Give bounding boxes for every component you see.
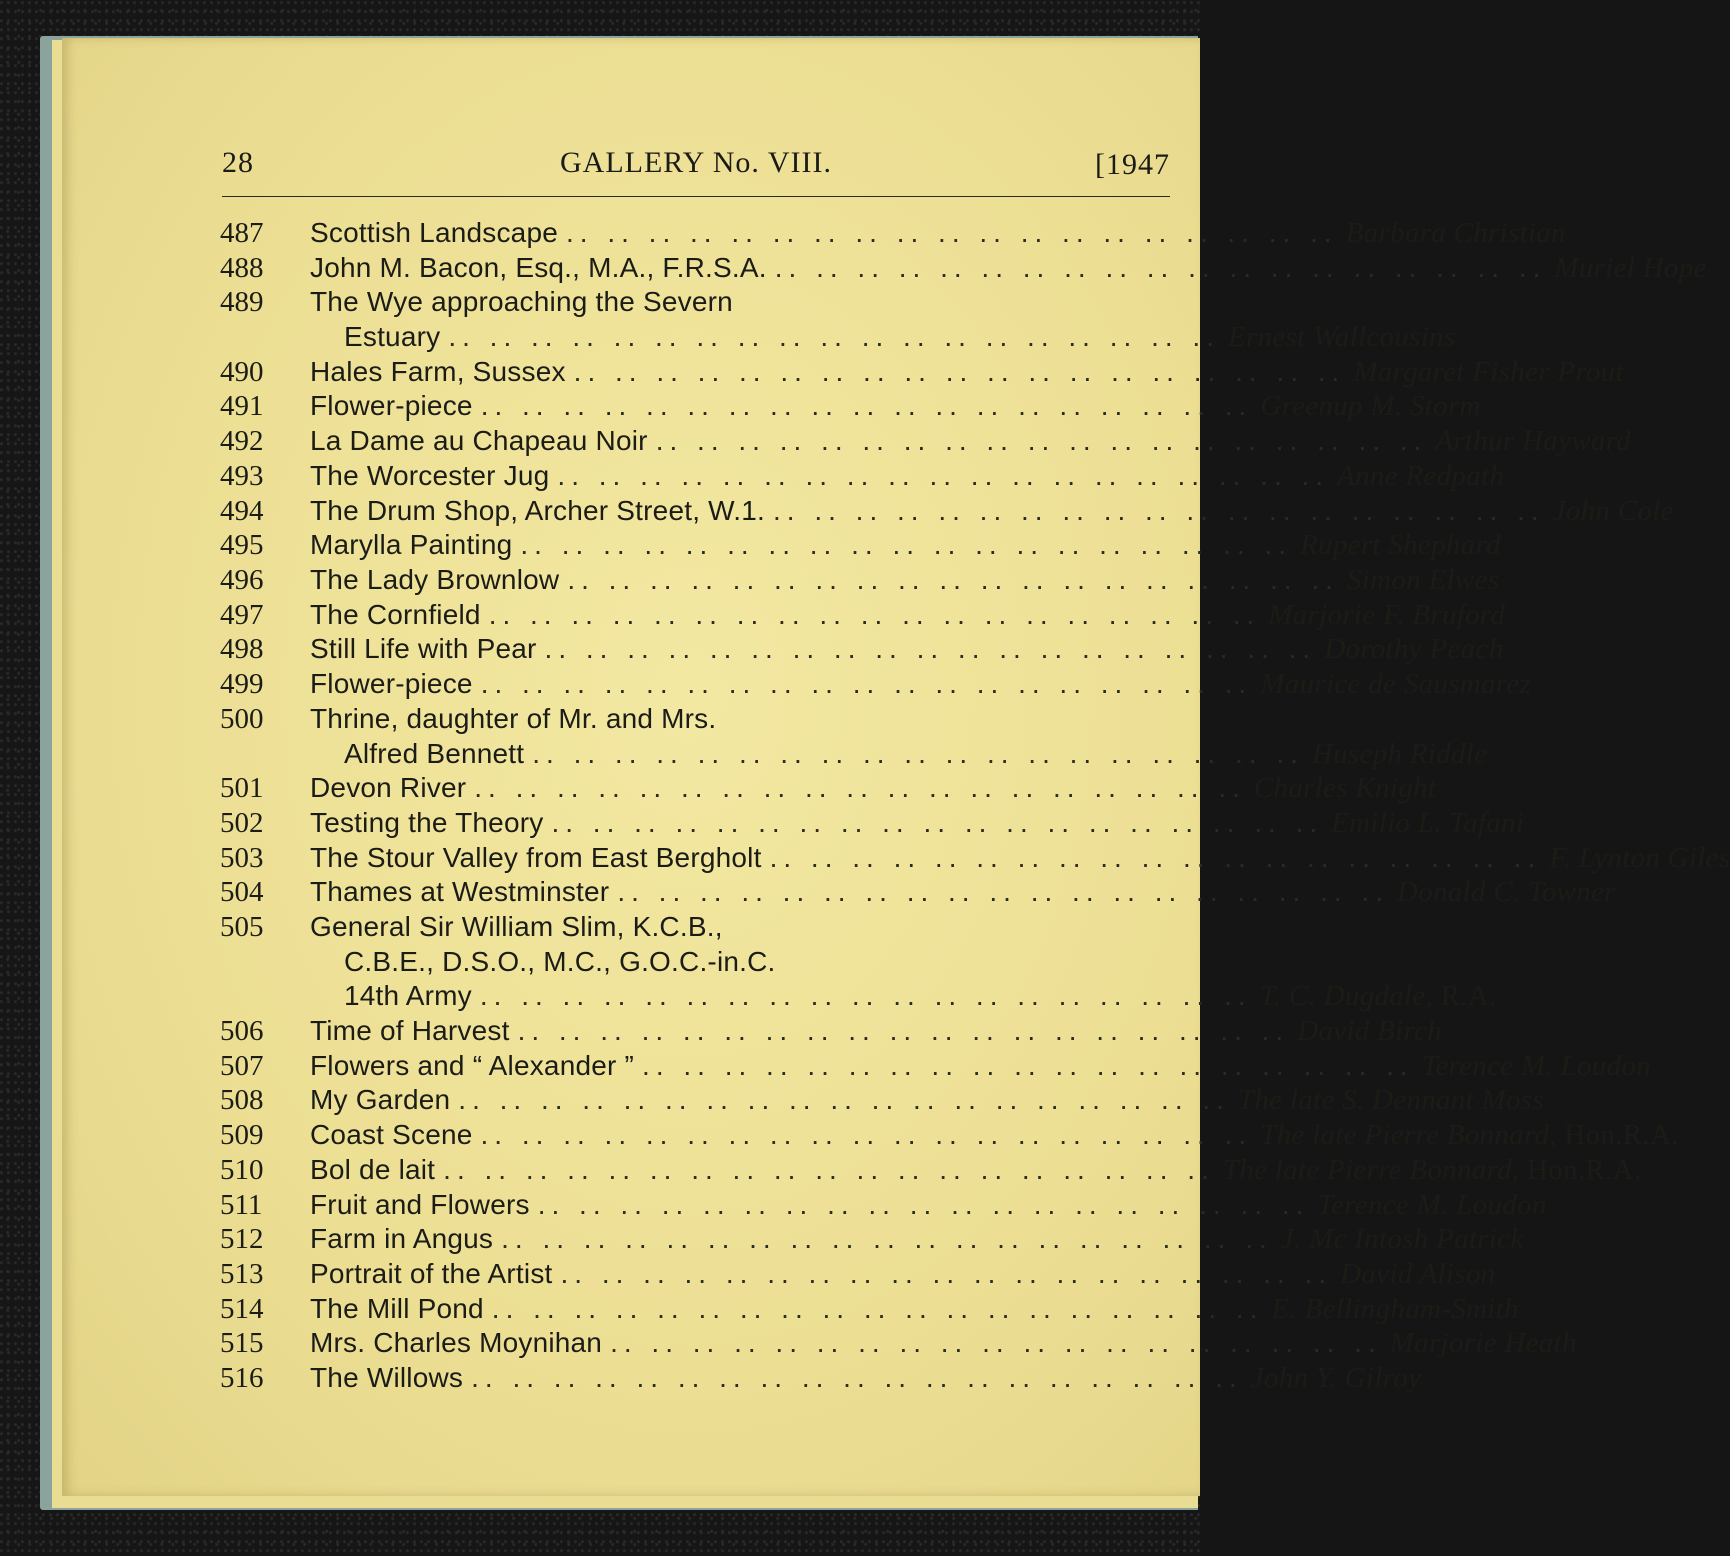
entry-number: 505 xyxy=(220,911,264,943)
catalogue-entry xyxy=(218,667,1532,702)
entry-title: Time of Harvest xyxy=(310,1015,510,1047)
entry-line xyxy=(310,1326,1577,1361)
entry-body xyxy=(310,216,1566,251)
entry-line xyxy=(310,1153,1641,1188)
entry-number: 492 xyxy=(220,425,264,458)
artist-name: The late Pierre Bonnard, xyxy=(1222,1153,1520,1186)
entry-line xyxy=(310,945,1497,980)
entry-title: The Cornfield xyxy=(310,598,481,630)
entry-artist xyxy=(1422,1049,1651,1084)
catalogue-entry xyxy=(218,1049,1651,1084)
artist-name: David Alison xyxy=(1340,1257,1496,1290)
leader-dots: .. .. .. .. .. .. .. .. .. .. .. .. .. .. .. .. .. .. .. xyxy=(774,251,1547,283)
leader-dots: .. .. .. .. .. .. .. .. .. .. .. .. .. .. .. .. .. .. .. xyxy=(480,668,1253,700)
entry-number: 508 xyxy=(220,1084,264,1117)
catalogue-entry xyxy=(218,1118,1679,1153)
entry-body xyxy=(310,841,1730,876)
entry-number: 511 xyxy=(220,1188,263,1221)
leader-dots: .. .. .. .. .. .. .. .. .. .. .. .. .. .. .. .. .. .. .. xyxy=(474,772,1246,804)
entry-body xyxy=(310,1118,1679,1153)
artist-name: Muriel Hope xyxy=(1554,251,1707,284)
catalogue-entry xyxy=(218,285,1456,354)
artist-honours: R.A. xyxy=(1440,980,1497,1013)
artist-name: John Cole xyxy=(1552,494,1674,527)
entry-artist xyxy=(1300,528,1501,563)
catalogue-entry xyxy=(218,251,1707,286)
entry-artist xyxy=(1390,1326,1577,1361)
leader-dots: .. .. .. .. .. .. .. .. .. .. .. .. .. .. .. .. .. .. .. xyxy=(488,598,1261,630)
artist-name: J. Mc Intosh Patrick xyxy=(1280,1223,1524,1256)
catalogue-entry xyxy=(218,424,1632,459)
entry-title: Thrine, daughter of Mr. and Mrs. xyxy=(310,702,717,734)
entry-number: 493 xyxy=(220,459,264,492)
leader-dots: .. .. .. .. .. .. .. .. .. .. .. .. .. .. .. .. .. .. .. xyxy=(566,217,1338,248)
entry-number: 497 xyxy=(220,598,264,631)
entry-artist xyxy=(1260,389,1480,424)
leader-dots: .. .. .. .. .. .. .. .. .. .. .. .. .. .. .. .. .. .. .. xyxy=(480,1119,1253,1151)
page-number: 28 xyxy=(222,146,254,179)
leader-dots: .. .. .. .. .. .. .. .. .. .. .. .. .. .. .. .. .. .. .. xyxy=(537,1188,1310,1220)
entry-line xyxy=(310,771,1436,806)
artist-name: F. Lynton Giles xyxy=(1549,841,1730,874)
artist-name: Barbara Christian xyxy=(1345,217,1566,249)
entry-body xyxy=(310,702,1487,771)
entry-line xyxy=(310,1014,1442,1049)
entry-number: 487 xyxy=(220,217,264,249)
leader-dots: .. .. .. .. .. .. .. .. .. .. .. .. .. .. .. .. .. .. .. xyxy=(480,390,1253,422)
leader-dots: .. .. .. .. .. .. .. .. .. .. .. .. .. .. .. .. .. .. .. xyxy=(560,1257,1333,1289)
entry-artist xyxy=(1254,771,1436,806)
entry-line xyxy=(310,667,1531,702)
entry-body xyxy=(310,1188,1547,1223)
entry-title: The Worcester Jug xyxy=(310,459,550,491)
entry-line xyxy=(310,1083,1544,1118)
entry-line xyxy=(310,598,1505,633)
entry-line xyxy=(310,389,1481,424)
entry-artist xyxy=(1312,737,1487,772)
entry-artist xyxy=(1271,1292,1518,1327)
entry-number: 504 xyxy=(220,876,264,909)
entry-number: 501 xyxy=(220,772,264,805)
entry-artist xyxy=(1268,598,1505,633)
entry-line xyxy=(310,875,1616,910)
catalogue-list xyxy=(218,216,1730,1396)
entry-artist xyxy=(1554,251,1706,286)
entry-title: C.B.E., D.S.O., M.C., G.O.C.-in.C. xyxy=(344,945,776,977)
leader-dots: .. .. .. .. .. .. .. .. .. .. .. .. .. .. .. .. .. .. .. xyxy=(520,529,1293,561)
artist-name: Dorothy Peach xyxy=(1324,633,1504,666)
page-year: [1947 xyxy=(1095,148,1170,181)
entry-body xyxy=(310,1083,1544,1118)
entry-number: 488 xyxy=(220,251,264,284)
entry-line xyxy=(310,806,1524,841)
entry-number: 510 xyxy=(220,1153,264,1186)
leader-dots: .. .. .. .. .. .. .. .. .. .. .. .. .. .. .. .. .. .. .. xyxy=(501,1223,1273,1255)
artist-name: Charles Knight xyxy=(1253,772,1437,805)
artist-name: Terence M. Loudon xyxy=(1421,1049,1651,1082)
entry-line xyxy=(310,1222,1524,1257)
entry-number: 498 xyxy=(220,633,264,666)
entry-artist xyxy=(1260,1118,1679,1153)
entry-title: The Lady Brownlow xyxy=(310,564,560,595)
artist-name: Marjorie F. Bruford xyxy=(1268,598,1506,631)
entry-body xyxy=(310,1257,1495,1292)
catalogue-entry xyxy=(218,459,1505,494)
leader-dots: .. .. .. .. .. .. .. .. .. .. .. .. .. .. .. .. .. .. .. xyxy=(471,1362,1243,1394)
leader-dots: .. .. .. .. .. .. .. .. .. .. .. .. .. .. .. .. .. .. .. xyxy=(642,1049,1414,1081)
catalogue-entry xyxy=(218,1153,1642,1188)
entry-line xyxy=(310,737,1487,772)
entry-body xyxy=(310,771,1436,806)
entry-artist xyxy=(1238,1083,1544,1118)
leader-dots: .. .. .. .. .. .. .. .. .. .. .. .. .. .. .. .. .. .. .. xyxy=(551,806,1324,838)
entry-artist xyxy=(1260,667,1531,702)
entry-body xyxy=(310,528,1501,563)
entry-artist xyxy=(1260,979,1497,1014)
entry-body xyxy=(310,1326,1577,1361)
entry-number: 512 xyxy=(220,1223,264,1256)
leader-dots: .. .. .. .. .. .. .. .. .. .. .. .. .. .. .. .. .. .. .. xyxy=(532,737,1304,769)
entry-number: 490 xyxy=(220,355,264,388)
entry-body xyxy=(310,251,1707,286)
catalogue-entry xyxy=(218,1222,1524,1257)
artist-honours: Hon.R.A. xyxy=(1564,1119,1679,1152)
entry-title: The Drum Shop, Archer Street, W.1. xyxy=(310,494,765,526)
entry-line xyxy=(310,910,1497,945)
entry-title: Still Life with Pear xyxy=(310,633,537,665)
entry-body xyxy=(310,632,1503,667)
entry-body xyxy=(310,1292,1519,1327)
leader-dots: .. .. .. .. .. .. .. .. .. .. .. .. .. .. .. .. .. .. .. xyxy=(769,841,1542,873)
entry-line xyxy=(310,216,1566,251)
leader-dots: .. .. .. .. .. .. .. .. .. .. .. .. .. .. .. .. .. .. .. xyxy=(573,355,1346,387)
entry-line xyxy=(310,459,1504,494)
entry-artist xyxy=(1331,806,1524,841)
entry-number: 503 xyxy=(220,841,264,874)
entry-artist xyxy=(1435,424,1631,459)
entry-title: 14th Army xyxy=(344,980,472,1012)
catalogue-entry xyxy=(218,563,1500,598)
artist-name: John Y. Gilroy xyxy=(1250,1362,1422,1395)
catalogue-entry xyxy=(218,771,1437,806)
entry-line xyxy=(310,632,1503,667)
entry-body xyxy=(310,355,1624,390)
catalogue-entry xyxy=(218,1014,1442,1049)
entry-line xyxy=(310,251,1707,286)
entry-line xyxy=(310,1049,1651,1084)
entry-line xyxy=(310,563,1499,598)
entry-title: Portrait of the Artist xyxy=(310,1257,553,1289)
entry-number: 515 xyxy=(220,1327,264,1360)
entry-title: Scottish Landscape xyxy=(310,217,558,248)
entry-line xyxy=(310,702,1487,737)
entry-body xyxy=(310,598,1505,633)
entry-title: Testing the Theory xyxy=(310,806,544,838)
entry-artist xyxy=(1353,355,1624,390)
artist-name: The late S. Dennant Moss xyxy=(1237,1084,1544,1117)
entry-number: 499 xyxy=(220,668,264,701)
artist-name: Huseph Riddle xyxy=(1311,737,1488,770)
catalogue-entry xyxy=(218,1326,1577,1361)
entry-line xyxy=(310,1292,1519,1327)
artist-name: Arthur Hayward xyxy=(1435,425,1632,458)
entry-number: 506 xyxy=(220,1015,264,1048)
entry-artist xyxy=(1317,1188,1546,1223)
entry-title: General Sir William Slim, K.C.B., xyxy=(310,911,723,942)
artist-name: Simon Elwes xyxy=(1346,564,1500,596)
artist-name: Greenup M. Storm xyxy=(1260,390,1481,423)
leader-dots: .. .. .. .. .. .. .. .. .. .. .. .. .. .. .. .. .. .. .. xyxy=(567,564,1339,595)
entry-number: 507 xyxy=(220,1049,264,1082)
entry-number: 502 xyxy=(220,806,264,839)
entry-title: Flowers and “ Alexander ” xyxy=(310,1049,635,1081)
catalogue-entry xyxy=(218,598,1506,633)
entry-number: 513 xyxy=(220,1257,264,1290)
artist-name: T. C. Dugdale, xyxy=(1259,980,1434,1013)
entry-body xyxy=(310,494,1674,529)
catalogue-entry xyxy=(218,702,1488,771)
entry-body xyxy=(310,910,1497,1014)
entry-title: Coast Scene xyxy=(310,1119,473,1151)
catalogue-entry xyxy=(218,1083,1544,1118)
entry-title: Mrs. Charles Moynihan xyxy=(310,1327,603,1359)
leader-dots: .. .. .. .. .. .. .. .. .. .. .. .. .. .. .. .. .. .. .. xyxy=(772,494,1545,526)
entry-body xyxy=(310,1049,1651,1084)
catalogue-entry xyxy=(218,910,1497,1014)
entry-artist xyxy=(1549,841,1730,876)
leader-dots: .. .. .. .. .. .. .. .. .. .. .. .. .. .. .. .. .. .. .. xyxy=(491,1292,1264,1324)
page-title: GALLERY No. VIII. xyxy=(560,146,832,179)
entry-number: 500 xyxy=(220,702,264,735)
artist-name: Donald C. Towner xyxy=(1396,876,1616,909)
catalogue-entry xyxy=(218,389,1481,424)
catalogue-entry xyxy=(218,216,1566,251)
catalogue-entry xyxy=(218,841,1730,876)
entry-line xyxy=(310,320,1455,355)
entry-artist xyxy=(1346,216,1566,251)
artist-honours: Hon.R.A. xyxy=(1527,1153,1642,1186)
entry-line xyxy=(310,494,1674,529)
catalogue-entry xyxy=(218,1361,1422,1396)
artist-name: The late Pierre Bonnard, xyxy=(1260,1119,1557,1152)
artist-name: Maurice de Sausmarez xyxy=(1260,668,1532,701)
entry-artist xyxy=(1297,1014,1442,1049)
artist-name: Ernest Wallcousins xyxy=(1227,321,1456,354)
entry-line xyxy=(310,424,1631,459)
entry-artist xyxy=(1223,1153,1642,1188)
artist-name: Margaret Fisher Prout xyxy=(1353,355,1624,388)
entry-title: Flower-piece xyxy=(310,390,473,422)
entry-artist xyxy=(1337,459,1504,494)
catalogue-entry xyxy=(218,1188,1547,1223)
entry-title: Farm in Angus xyxy=(310,1223,494,1255)
entry-title: The Stour Valley from East Bergholt xyxy=(310,841,762,873)
catalogue-entry xyxy=(218,806,1525,841)
leader-dots: .. .. .. .. .. .. .. .. .. .. .. .. .. .. .. .. .. .. .. xyxy=(557,459,1330,491)
entry-number: 514 xyxy=(220,1292,264,1325)
header-rule xyxy=(222,196,1170,197)
entry-artist xyxy=(1347,563,1499,598)
leader-dots: .. .. .. .. .. .. .. .. .. .. .. .. .. .. .. .. .. .. .. xyxy=(610,1327,1382,1359)
entry-number: 494 xyxy=(220,494,264,527)
entry-artist xyxy=(1397,875,1616,910)
catalogue-entry xyxy=(218,355,1624,390)
catalogue-entry xyxy=(218,494,1674,529)
entry-title: The Willows xyxy=(310,1362,464,1394)
entry-artist xyxy=(1340,1257,1495,1292)
entry-line xyxy=(310,841,1730,876)
entry-artist xyxy=(1251,1361,1421,1396)
entry-number: 516 xyxy=(220,1362,264,1395)
entry-body xyxy=(310,424,1631,459)
entry-number: 491 xyxy=(220,390,264,423)
entry-title: Estuary xyxy=(344,321,441,353)
entry-body xyxy=(310,1361,1421,1396)
catalogue-entry xyxy=(218,1292,1519,1327)
entry-line xyxy=(310,285,1455,320)
catalogue-entry xyxy=(218,528,1501,563)
leader-dots: .. .. .. .. .. .. .. .. .. .. .. .. .. .. .. .. .. .. .. xyxy=(544,633,1317,665)
entry-title: Flower-piece xyxy=(310,668,473,700)
entry-title: Fruit and Flowers xyxy=(310,1188,530,1220)
leader-dots: .. .. .. .. .. .. .. .. .. .. .. .. .. .. .. .. .. .. .. xyxy=(458,1084,1230,1116)
entry-body xyxy=(310,285,1455,354)
leader-dots: .. .. .. .. .. .. .. .. .. .. .. .. .. .. .. .. .. .. .. xyxy=(617,876,1389,908)
entry-number: 489 xyxy=(220,286,264,319)
leader-dots: .. .. .. .. .. .. .. .. .. .. .. .. .. .. .. .. .. .. .. xyxy=(479,980,1252,1012)
entry-body xyxy=(310,459,1504,494)
entry-number: 509 xyxy=(220,1119,264,1152)
artist-name: David Birch xyxy=(1297,1015,1442,1048)
entry-title: Thames at Westminster xyxy=(310,876,610,908)
artist-name: E. Bellingham-Smith xyxy=(1271,1292,1519,1325)
entry-line xyxy=(310,1118,1679,1153)
entry-line xyxy=(310,528,1501,563)
entry-line xyxy=(310,1257,1495,1292)
entry-title: Alfred Bennett xyxy=(344,737,525,769)
entry-line xyxy=(310,1361,1421,1396)
entry-body xyxy=(310,875,1616,910)
entry-artist xyxy=(1228,320,1455,355)
entry-body xyxy=(310,806,1524,841)
entry-artist xyxy=(1553,494,1674,529)
artist-name: Rupert Shephard xyxy=(1300,529,1501,562)
entry-body xyxy=(310,1014,1442,1049)
entry-title: Hales Farm, Sussex xyxy=(310,355,566,387)
catalogue-entry xyxy=(218,875,1616,910)
entry-number: 495 xyxy=(220,529,264,562)
entry-body xyxy=(310,1222,1524,1257)
leader-dots: .. .. .. .. .. .. .. .. .. .. .. .. .. .. .. .. .. .. .. xyxy=(655,425,1428,457)
entry-artist xyxy=(1324,632,1503,667)
artist-name: Anne Redpath xyxy=(1337,459,1505,492)
entry-line xyxy=(310,979,1497,1014)
entry-number: 496 xyxy=(220,564,264,596)
entry-artist xyxy=(1281,1222,1524,1257)
entry-line xyxy=(310,355,1624,390)
leader-dots: .. .. .. .. .. .. .. .. .. .. .. .. .. .. .. .. .. .. .. xyxy=(448,321,1220,353)
catalogue-entry xyxy=(218,632,1504,667)
entry-title: Devon River xyxy=(310,772,467,804)
entry-title: The Mill Pond xyxy=(310,1292,484,1324)
entry-body xyxy=(310,667,1531,702)
entry-body xyxy=(310,563,1499,598)
entry-body xyxy=(310,389,1481,424)
artist-name: Marjorie Heath xyxy=(1389,1327,1577,1360)
entry-title: My Garden xyxy=(310,1084,451,1116)
leader-dots: .. .. .. .. .. .. .. .. .. .. .. .. .. .. .. .. .. .. .. xyxy=(517,1015,1290,1047)
entry-title: La Dame au Chapeau Noir xyxy=(310,425,648,457)
entry-title: Bol de lait xyxy=(310,1153,436,1185)
entry-title: The Wye approaching the Severn xyxy=(310,286,733,318)
artist-name: Emilio L. Tafani xyxy=(1331,806,1525,839)
entry-title: Marylla Painting xyxy=(310,529,513,561)
entry-title: John M. Bacon, Esq., M.A., F.R.S.A. xyxy=(310,251,767,283)
artist-name: Terence M. Loudon xyxy=(1317,1188,1547,1221)
leader-dots: .. .. .. .. .. .. .. .. .. .. .. .. .. .. .. .. .. .. .. xyxy=(443,1153,1215,1185)
catalogue-entry xyxy=(218,1257,1496,1292)
page-header xyxy=(222,146,1170,188)
entry-line xyxy=(310,1188,1547,1223)
entry-body xyxy=(310,1153,1641,1188)
